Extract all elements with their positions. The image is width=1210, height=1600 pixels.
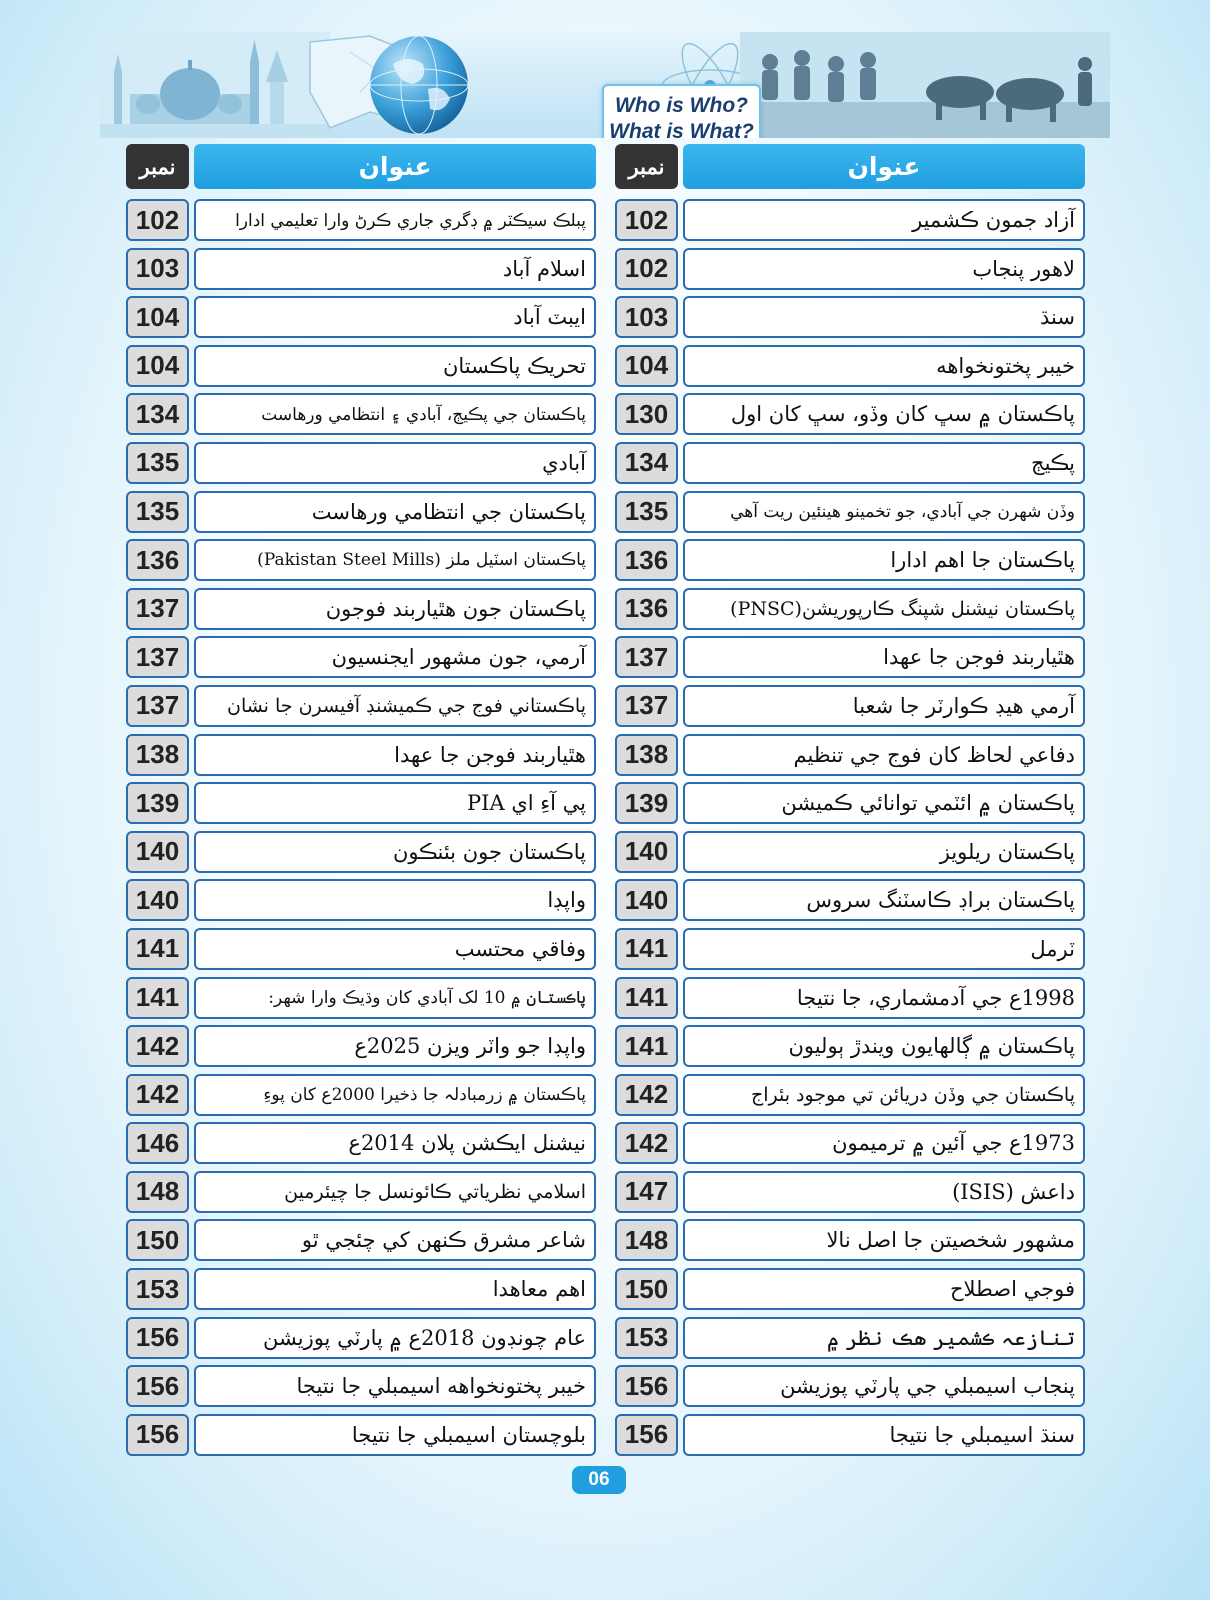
- page-number-cell: 153: [126, 1268, 189, 1310]
- topic-title-cell: [194, 685, 596, 727]
- page-number-cell: 150: [126, 1219, 189, 1261]
- page-number-cell: 135: [126, 491, 189, 533]
- topic-title-text: واپڊا جو واٽر ويزن 2025ع: [354, 1034, 586, 1059]
- topic-title-text: آزاد جمون ڪشمير: [912, 208, 1075, 232]
- topic-title-cell: [194, 1074, 596, 1116]
- number-header: نمبر: [615, 144, 678, 189]
- topic-title-text: خيبر پختونخواهه: [936, 353, 1075, 378]
- page-number-cell: 140: [126, 879, 189, 921]
- topic-title-cell: [683, 734, 1085, 776]
- topic-title-text: پنجاب اسيمبلي جي پارٽي پوزيشن: [780, 1374, 1075, 1399]
- page-number-cell: 138: [615, 734, 678, 776]
- topic-title-text: پاڪستان جون بئنڪون: [393, 839, 586, 864]
- page-number-cell: 137: [615, 636, 678, 678]
- topic-title-cell: [194, 199, 596, 241]
- topic-title-text: پبلڪ سيڪٽر ۾ ڊگري جاري ڪرڻ وارا تعليمي ادارا: [235, 210, 586, 231]
- page-number-cell: 141: [615, 977, 678, 1019]
- topic-title-text: آبادي: [542, 450, 586, 475]
- topic-title-text: هٿياربند فوجن جا عهدا: [883, 645, 1075, 670]
- page-number-cell: 140: [615, 831, 678, 873]
- topic-title-text: پاڪستان جي پڪيڄ، آبادي ۽ انتظامي ورهاست: [261, 404, 586, 425]
- topic-title-cell: [194, 248, 596, 290]
- topic-title-cell: [683, 1171, 1085, 1213]
- page-number-cell: 156: [615, 1365, 678, 1407]
- topic-title-cell: [194, 1365, 596, 1407]
- page-number-cell: 137: [126, 588, 189, 630]
- what-is-what-text: What is What?: [609, 120, 754, 138]
- topic-title-cell: [683, 928, 1085, 970]
- page-number: 06: [572, 1466, 626, 1494]
- topic-title-cell: [194, 1317, 596, 1359]
- page-number-cell: 137: [126, 636, 189, 678]
- topic-title-cell: [194, 491, 596, 533]
- page-number-cell: 104: [615, 345, 678, 387]
- topic-title-text: مشهور شخصيتن جا اصل نالا: [826, 1228, 1075, 1253]
- page-number-cell: 156: [615, 1414, 678, 1456]
- topic-title-cell: [194, 928, 596, 970]
- topic-title-cell: [683, 199, 1085, 241]
- topic-title-text: اسلامي نظرياتي ڪائونسل جا چيئرمين: [284, 1180, 586, 1203]
- page-number-cell: 104: [126, 345, 189, 387]
- page-number-cell: 148: [126, 1171, 189, 1213]
- topic-title-text: لاهور پنجاب: [972, 256, 1075, 281]
- topic-title-cell: [683, 442, 1085, 484]
- page-number-cell: 156: [126, 1317, 189, 1359]
- topic-title-cell: [194, 393, 596, 435]
- topic-title-text: تحريڪ پاڪستان: [442, 353, 586, 378]
- topic-title-text: آرمي هيڊ ڪوارٽر جا شعبا: [852, 693, 1075, 718]
- page-number-cell: 142: [615, 1074, 678, 1116]
- topic-title-text: 1998ع جي آدمشماري، جا نتيجا: [796, 985, 1075, 1010]
- topic-title-text: پاڪستان ۾ ڳالهايون ويندڙ ٻوليون: [788, 1034, 1075, 1059]
- topic-title-cell: [194, 831, 596, 873]
- topic-title-cell: [683, 977, 1085, 1019]
- who-is-who-box: [602, 84, 761, 138]
- page-number-cell: 138: [126, 734, 189, 776]
- page-number-cell: 156: [126, 1414, 189, 1456]
- topic-title-text: پاڪستان ۾ زرمبادلہ جا ذخيرا 2000ع کان پوءِ: [263, 1085, 586, 1106]
- page-number-cell: 141: [615, 928, 678, 970]
- title-header: عنوان: [194, 144, 596, 189]
- topic-title-cell: [683, 1268, 1085, 1310]
- topic-title-text: هٿياربند فوجن جا عهدا: [394, 742, 586, 767]
- page-number-cell: 150: [615, 1268, 678, 1310]
- page-number-cell: 104: [126, 296, 189, 338]
- topic-title-text: وڏن شهرن جي آبادي، جو تخمينو هينئين ريت آهي: [730, 501, 1075, 522]
- page-number-cell: 142: [126, 1074, 189, 1116]
- topic-title-text: پاڪستان جا اهم ادارا: [890, 548, 1075, 573]
- topic-title-cell: [683, 1219, 1085, 1261]
- page-number-cell: 137: [126, 685, 189, 727]
- page-number-cell: 134: [126, 393, 189, 435]
- page-number-cell: 140: [615, 879, 678, 921]
- topic-title-cell: [683, 393, 1085, 435]
- topic-title-cell: [194, 588, 596, 630]
- topic-title-text: سنڌ: [1040, 305, 1075, 330]
- topic-title-text: پاڪستان جي وڏن دريائن تي موجود بئراج: [750, 1083, 1075, 1106]
- page-number-cell: 130: [615, 393, 678, 435]
- topic-title-cell: [194, 296, 596, 338]
- topic-title-cell: [194, 1122, 596, 1164]
- topic-title-cell: [194, 1025, 596, 1067]
- topic-title-cell: [683, 1074, 1085, 1116]
- topic-title-cell: [683, 491, 1085, 533]
- topic-title-cell: [194, 734, 596, 776]
- topic-title-cell: [683, 636, 1085, 678]
- page-number-cell: 142: [615, 1122, 678, 1164]
- topic-title-text: وفاقي محتسب: [454, 936, 586, 961]
- topic-title-text: پاڪستان نيشنل شپنگ ڪارپوريشن(PNSC): [730, 597, 1075, 620]
- page-number-cell: 139: [126, 782, 189, 824]
- page-number-cell: 136: [615, 588, 678, 630]
- topic-title-cell: [194, 1414, 596, 1456]
- topic-title-text: پاڪستان ۾ ائٽمي توانائي ڪميشن: [781, 791, 1075, 816]
- page-number-cell: 141: [126, 928, 189, 970]
- topic-title-text: داعش (ISIS): [952, 1179, 1075, 1204]
- topic-title-cell: [194, 1268, 596, 1310]
- page-number-cell: 139: [615, 782, 678, 824]
- header-banner: [100, 32, 1110, 138]
- topic-title-text: پاڪستاني فوج جي ڪميشنڊ آفيسرن جا نشان: [226, 694, 586, 717]
- page-number-cell: 141: [615, 1025, 678, 1067]
- topic-title-text: بلوچستان اسيمبلي جا نتيجا: [351, 1422, 586, 1447]
- page-number-cell: 147: [615, 1171, 678, 1213]
- topic-title-cell: [683, 296, 1085, 338]
- topic-title-cell: [683, 345, 1085, 387]
- topic-title-cell: [194, 442, 596, 484]
- topic-title-text: پاڪستان ۾ سڀ کان وڏو، سڀ کان اول: [730, 402, 1075, 427]
- topic-title-cell: [683, 588, 1085, 630]
- page-number-cell: 140: [126, 831, 189, 873]
- who-is-who-text: Who is Who?: [615, 94, 748, 117]
- topic-title-text: سنڌ اسيمبلي جا نتيجا: [889, 1422, 1075, 1447]
- topic-title-cell: [683, 685, 1085, 727]
- topic-title-text: خيبر پختونخواهه اسيمبلي جا نتيجا: [296, 1374, 586, 1399]
- topic-title-text: پي آءِ اي PIA: [467, 791, 586, 816]
- topic-title-cell: [194, 636, 596, 678]
- topic-title-text: پاڪستان اسٽيل ملز (Pakistan Steel Mills): [257, 550, 586, 571]
- topic-title-cell: [194, 539, 596, 581]
- title-header: عنوان: [683, 144, 1085, 189]
- topic-title-text: پاڪستان ريلويز: [939, 839, 1075, 864]
- topic-title-cell: [683, 782, 1085, 824]
- page-number-cell: 135: [126, 442, 189, 484]
- topic-title-text: آرمي، جون مشهور ايجنسيون: [331, 645, 586, 670]
- page-number-cell: 142: [126, 1025, 189, 1067]
- people-collage-image: [740, 32, 1110, 138]
- page-number-cell: 136: [615, 539, 678, 581]
- topic-title-cell: [683, 539, 1085, 581]
- page-number-cell: 102: [615, 199, 678, 241]
- page-number-cell: 146: [126, 1122, 189, 1164]
- topic-title-cell: [683, 1414, 1085, 1456]
- topic-title-text: نيشنل ايڪشن پلان 2014ع: [348, 1131, 586, 1156]
- page-number-cell: 153: [615, 1317, 678, 1359]
- topic-title-cell: [683, 1365, 1085, 1407]
- topic-title-text: شاعر مشرق ڪنهن کي چئجي ٿو: [301, 1228, 586, 1253]
- topic-title-cell: [683, 879, 1085, 921]
- page-number-cell: 103: [615, 296, 678, 338]
- globe-image: [368, 34, 470, 136]
- topic-title-cell: [194, 1219, 596, 1261]
- page-number-cell: 141: [126, 977, 189, 1019]
- topic-title-text: 1973ع جي آئين ۾ ترميمون: [832, 1131, 1075, 1156]
- page-number-cell: 135: [615, 491, 678, 533]
- topic-title-text: پاڪستان براڊ ڪاسٽنگ سروس: [806, 888, 1075, 913]
- topic-title-text: تنازعہ ڪشمير هڪ نظر ۾: [826, 1325, 1075, 1350]
- topic-title-text: پاڪستان جي انتظامي ورهاست: [311, 499, 586, 524]
- topic-title-text: اهم معاهدا: [492, 1277, 586, 1302]
- number-header: نمبر: [126, 144, 189, 189]
- topic-title-text: اسلام آباد: [502, 256, 586, 281]
- topic-title-text: پاڪستان جون هٿياربند فوجون: [325, 596, 586, 621]
- topic-title-text: دفاعي لحاظ کان فوج جي تنظيم: [793, 742, 1075, 767]
- page-number-cell: 137: [615, 685, 678, 727]
- topic-title-text: واپڊا: [547, 888, 586, 913]
- topic-title-text: ٽرمل: [1030, 936, 1075, 961]
- topic-title-cell: [194, 1171, 596, 1213]
- topic-title-cell: [194, 782, 596, 824]
- page-number-cell: 136: [126, 539, 189, 581]
- topic-title-text: پاڪستان ۾ 10 لک آبادي کان وڌيڪ وارا شهر:: [268, 988, 586, 1008]
- topic-title-text: پڪيڄ: [1031, 450, 1075, 475]
- topic-title-cell: [683, 1317, 1085, 1359]
- topic-title-cell: [683, 1122, 1085, 1164]
- topic-title-cell: [683, 248, 1085, 290]
- page-number-cell: 102: [126, 199, 189, 241]
- topic-title-cell: [683, 831, 1085, 873]
- topic-title-cell: [194, 345, 596, 387]
- page-number-cell: 148: [615, 1219, 678, 1261]
- topic-title-text: ايبٽ آباد: [513, 305, 586, 330]
- topic-title-text: عام چونڊون 2018ع ۾ پارٽي پوزيشن: [263, 1325, 586, 1350]
- page-number-cell: 102: [615, 248, 678, 290]
- topic-title-cell: [194, 977, 596, 1019]
- topic-title-cell: [194, 879, 596, 921]
- page-number-cell: 156: [126, 1365, 189, 1407]
- page-number-cell: 103: [126, 248, 189, 290]
- page-number-cell: 134: [615, 442, 678, 484]
- topic-title-text: فوجي اصطلاح: [949, 1277, 1075, 1302]
- topic-title-cell: [683, 1025, 1085, 1067]
